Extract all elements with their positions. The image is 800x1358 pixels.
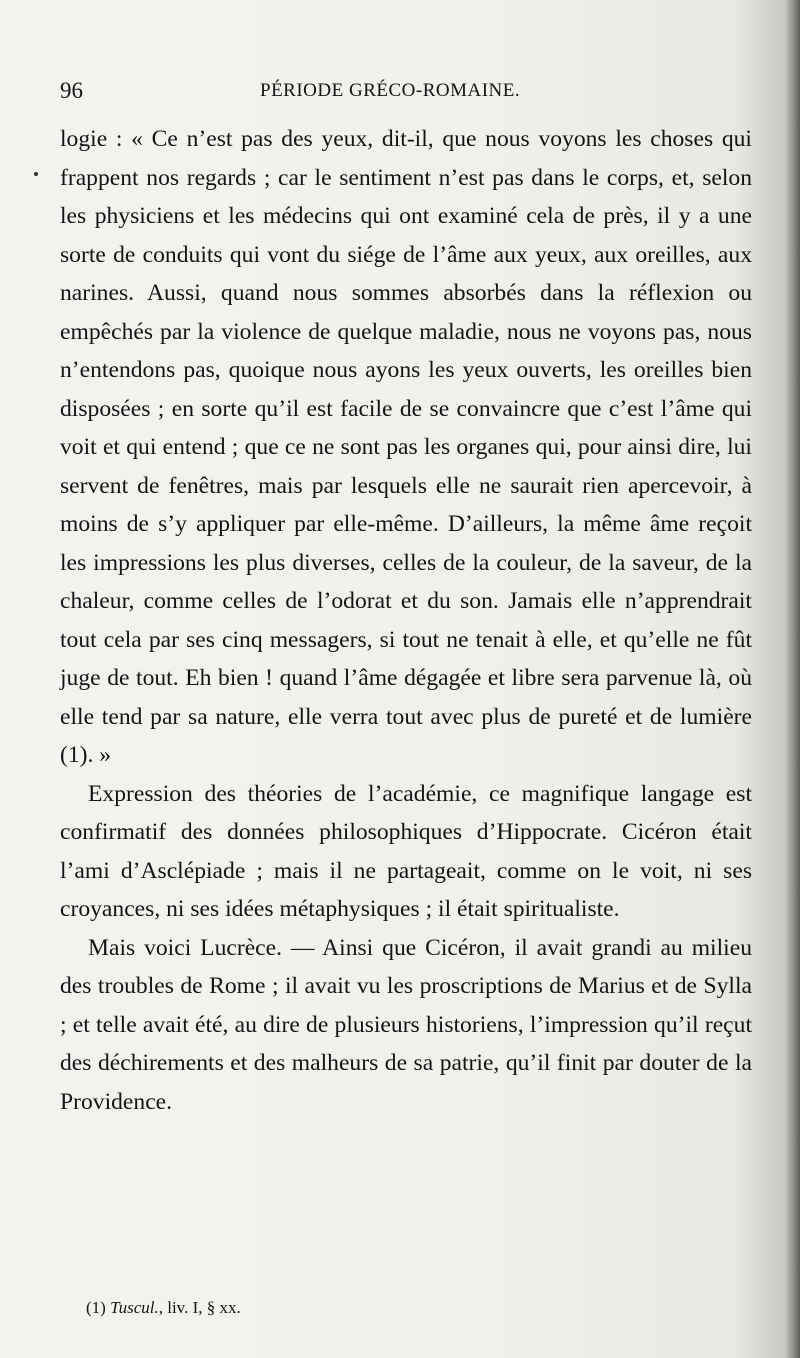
page-header — [60, 78, 750, 112]
page-edge-shadow — [786, 0, 800, 1358]
footnote-reference: , liv. I, § xx. — [158, 1298, 241, 1317]
page-number: 96 — [60, 78, 83, 103]
paragraph-lucrece: Mais voici Lucrèce. — Ainsi que Cicéron, il avait grandi au milieu des troubles de Rome ; il avait vu les proscriptions de Marius et de Sylla ; et telle avait été, au dire de plusieurs historiens, l’impression qu’il reçut des déchirements et des malheurs de sa patrie, qu’il finit par douter de la Providence. — [60, 934, 752, 1115]
margin-mark — [34, 172, 38, 176]
footnote — [86, 1298, 241, 1318]
body-text — [60, 120, 752, 1121]
paragraph-quote: logie : « Ce n’est pas des yeux, dit-il, que nous voyons les choses qui frappent nos regards ; car le sentiment n’est pas dans le corps, et, selon les physiciens et les médecins qui ont examiné cela de près, il y a une sorte de conduits qui vont du siége de l’âme aux yeux, aux oreilles, aux narines. Aussi, quand nous sommes absorbés dans la réflexion ou empêchés par la violence de quelque maladie, nous ne voyons pas, nous n’entendons pas, quoique nous ayons les yeux ouverts, les oreilles bien disposées ; en sorte qu’il est facile de se convaincre que c’est l’âme qui voit et qui entend ; que ce ne sont pas les organes qui, pour ainsi dire, lui servent de fenêtres, mais par lesquels elle ne saurait rien apercevoir, à moins de s’y appliquer par elle-même. D’ailleurs, la même âme reçoit les impressions les plus diverses, celles de la couleur, de la saveur, de la chaleur, comme celles de l’odorat et du son. Jamais elle n’apprendrait tout cela par ses cinq messagers, si tout ne tenait à elle, et qu’elle ne fût juge de tout. Eh bien ! quand l’âme dégagée et libre sera parvenue là, où elle tend par sa nature, elle verra tout avec plus de pureté et de lumière (1). » — [60, 126, 752, 768]
footnote-marker: (1) — [86, 1298, 106, 1317]
paragraph-expression: Expression des théories de l’académie, ce magnifique langage est confirmatif des données philosophiques d’Hippocrate. Cicéron était l’ami d’Asclépiade ; mais il ne partageait, comme on le voit, ni ses croyances, ni ses idées métaphysiques ; il était spiritualiste. — [60, 780, 752, 922]
footnote-source: Tuscul. — [110, 1298, 159, 1317]
running-head: PÉRIODE GRÉCO-ROMAINE. — [260, 80, 521, 101]
